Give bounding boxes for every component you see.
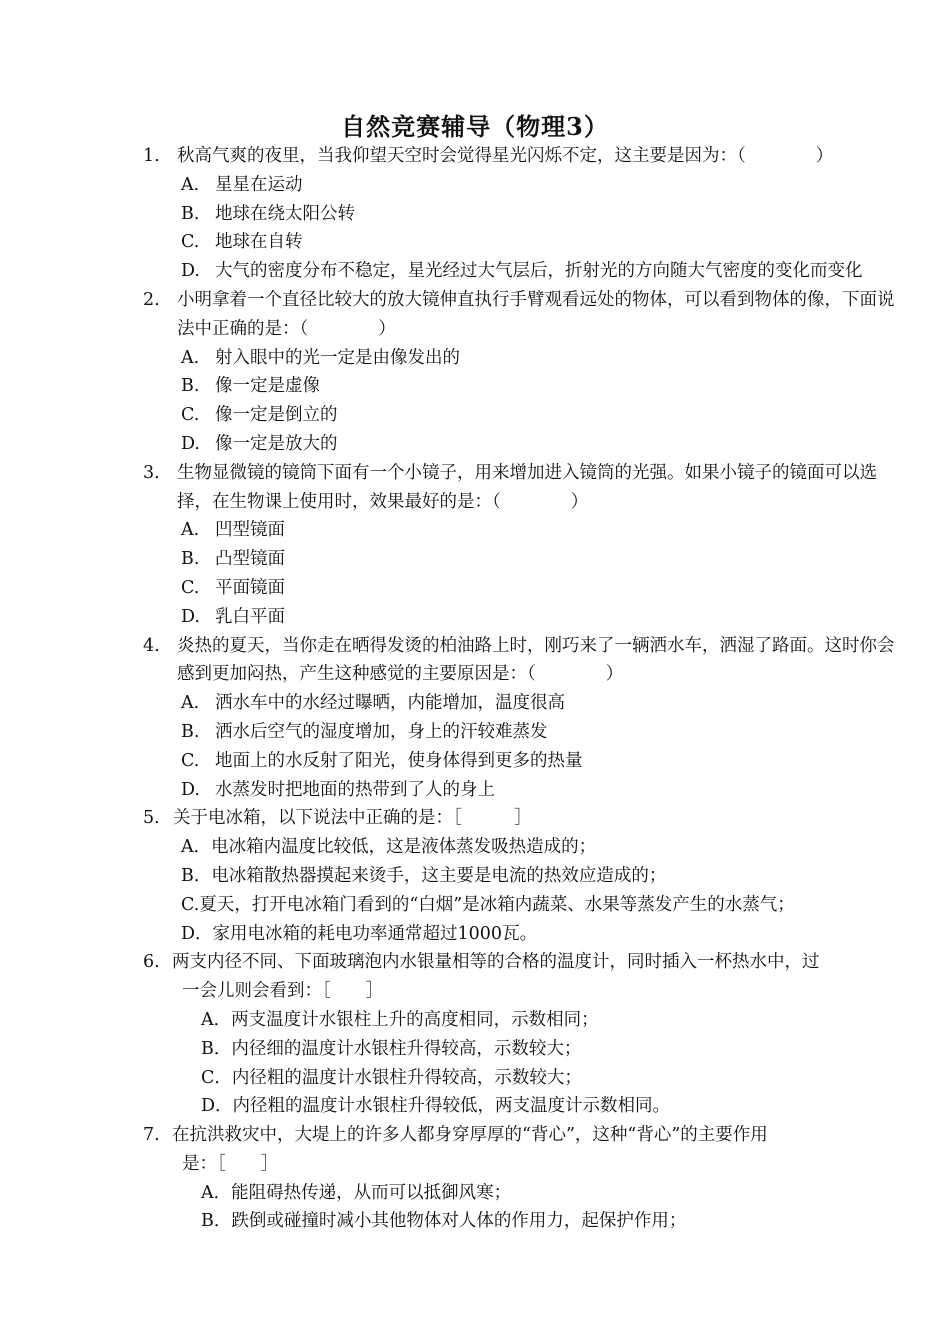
option-letter: D. [181,606,200,627]
question-stem [0,142,950,171]
option-c [0,747,950,776]
question-text: 小明拿着一个直径比较大的放大镜伸直执行手臂观看远处的物体，可以看到物体的像，下面说法中正确的是：（ ） [177,289,895,339]
question-text-line: 在抗洪救灾中，大堤上的许多人都身穿厚厚的“背心”，这种“背心”的主要作用 [172,1125,768,1146]
option-text: 星星在运动 [215,174,303,195]
question-text: 关于电冰箱，以下说法中正确的是：［ ］ [173,808,532,829]
option-b [0,862,950,891]
question-3 [0,459,950,632]
option-b [0,545,950,574]
option-letter: C. [181,405,200,426]
page-title: 自然竞赛辅导（物理3） [341,112,609,141]
option-letter: A. [181,520,200,541]
question-5 [0,804,950,948]
question-number: 6. [143,952,160,973]
option-c [0,574,950,603]
option-letter: B. [181,376,200,397]
option-a [0,171,950,200]
option-c [0,228,950,257]
option-c [0,401,950,430]
option-letter: A. [181,347,200,368]
option-text: 地球在自转 [215,232,303,253]
question-7 [0,1121,950,1236]
question-text-line: 是：［ ］ [182,1153,279,1174]
option-text: 凹型镜面 [215,520,285,541]
option-d [0,1092,950,1121]
question-text: 炎热的夏天，当你走在晒得发烫的柏油路上时，刚巧来了一辆洒水车，洒湿了路面。这时你会感到更加闷热，产生这种感觉的主要原因是：（ ） [177,635,895,685]
question-number: 1. [143,146,160,166]
option-text: B．跌倒或碰撞时减小其他物体对人体的作用力，起保护作用； [201,1211,687,1232]
option-letter: A. [181,174,200,195]
question-text [172,1121,864,1179]
option-letter: B. [181,203,200,224]
option-c [0,1064,950,1093]
question-stem [0,804,950,833]
question-text: 秋高气爽的夜里，当我仰望天空时会觉得星光闪烁不定，这主要是因为：（ ） [177,146,834,166]
question-number: 2. [143,289,160,310]
option-a [0,1006,950,1035]
option-letter: D. [181,433,200,454]
option-a [0,344,950,373]
question-4 [0,632,950,805]
question-number: 3. [143,462,160,483]
option-d [0,920,950,949]
option-letter: B. [181,721,200,742]
option-text: 乳白平面 [215,606,285,627]
option-b [0,1035,950,1064]
option-letter: B. [181,549,200,570]
option-b [0,372,950,401]
option-a [0,689,950,718]
question-stem [0,632,950,690]
option-d [0,257,950,286]
option-b [0,718,950,747]
question-text-line: 两支内径不同、下面玻璃泡内水银量相等的合格的温度计，同时插入一杯热水中，过 [172,952,820,973]
question-2 [0,286,950,459]
question-number: 4. [143,635,160,656]
option-letter: C. [181,232,200,253]
question-6 [0,948,950,1121]
question-list [0,142,950,1236]
question-stem [0,459,950,517]
option-text: B．电冰箱散热器摸起来烫手，这主要是电流的热效应造成的； [181,865,667,886]
option-a [0,516,950,545]
option-letter: A. [181,693,200,714]
option-text: 像一定是倒立的 [215,405,338,426]
question-stem [0,286,950,344]
option-text: 大气的密度分布不稳定，星光经过大气层后，折射光的方向随大气密度的变化而变化 [215,261,863,282]
option-a [0,1179,950,1208]
question-text-line: 一会儿则会看到：［ ］ [182,981,384,1002]
option-text: A．两支温度计水银柱上升的高度相同，示数相同； [201,1009,599,1030]
option-text: 射入眼中的光一定是由像发出的 [215,347,460,368]
option-text: 水蒸发时把地面的热带到了人的身上 [215,779,495,800]
option-d [0,430,950,459]
option-text: A．电冰箱内温度比较低，这是液体蒸发吸热造成的； [181,837,597,858]
option-letter: D. [181,261,200,282]
option-b [0,200,950,229]
option-text: 凸型镜面 [215,549,285,570]
option-text: A．能阻碍热传递，从而可以抵御风寒； [201,1182,512,1203]
question-text: 生物显微镜的镜筒下面有一个小镜子，用来增加进入镜筒的光强。如果小镜子的镜面可以选择，在生物课上使用时，效果最好的是：（ ） [177,462,877,512]
option-text: 像一定是放大的 [215,433,338,454]
option-c [0,891,950,920]
option-text: 洒水车中的水经过曝晒，内能增加，温度很高 [215,693,565,714]
option-b [0,1207,950,1236]
option-letter: D. [181,779,200,800]
question-1 [0,142,950,286]
option-d [0,776,950,805]
option-text: C.夏天，打开电冰箱门看到的“白烟”是冰箱内蔬菜、水果等蒸发产生的水蒸气； [181,894,795,915]
question-number: 7. [143,1125,160,1146]
option-d [0,603,950,632]
option-text: 地面上的水反射了阳光，使身体得到更多的热量 [215,750,583,771]
option-text: 像一定是虚像 [215,376,320,397]
option-text: 洒水后空气的湿度增加，身上的汗较难蒸发 [215,721,548,742]
option-text: D．家用电冰箱的耗电功率通常超过1000瓦。 [181,923,538,944]
option-a [0,833,950,862]
question-stem [0,1121,950,1179]
option-text: D．内径粗的温度计水银柱升得较低，两支温度计示数相同。 [201,1096,671,1117]
option-text: C．内径粗的温度计水银柱升得较高，示数较大； [201,1067,582,1088]
option-text: 地球在绕太阳公转 [215,203,355,224]
question-text [172,948,864,1006]
option-letter: C. [181,750,200,771]
option-letter: C. [181,577,200,598]
question-stem [0,948,950,1006]
question-number: 5. [143,808,160,829]
option-text: B．内径细的温度计水银柱升得较高，示数较大； [201,1038,582,1059]
option-text: 平面镜面 [215,577,285,598]
